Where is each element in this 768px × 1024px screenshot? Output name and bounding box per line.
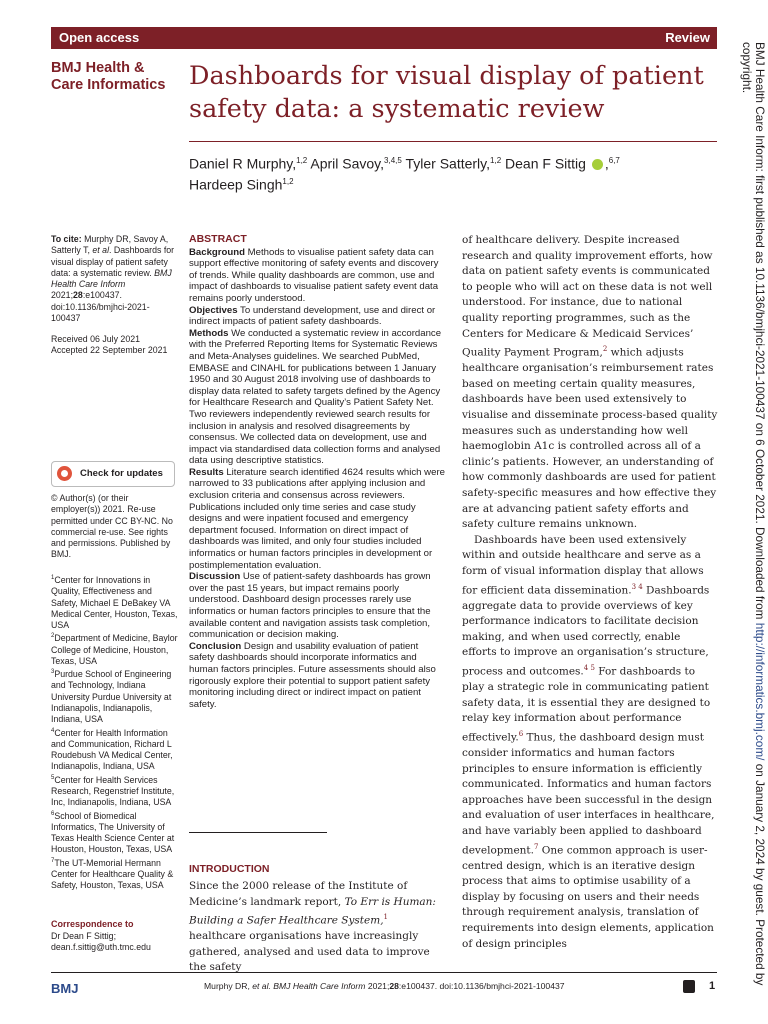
footer-volume: 28 xyxy=(389,981,399,991)
affiliation-item xyxy=(51,573,178,631)
journal-name-line2: Care Informatics xyxy=(51,77,166,93)
footer-text: 2021; xyxy=(365,981,390,991)
author-affiliation: 1,2 xyxy=(490,156,502,165)
page-number: 1 xyxy=(709,980,716,992)
body-text: of healthcare delivery. Despite increased research and quality improvement efforts, how data on patient safety events is communicated to people who will act on these data is not well understood. For instance, due to national quality reporting programmes, such as the Centers for Medicare & Medicaid Services’ Quality Payment Program, xyxy=(462,234,713,359)
author-name: Dean F Sittig xyxy=(501,155,586,172)
affiliation-item xyxy=(51,773,178,809)
correspondence-block xyxy=(51,931,178,954)
citation-block xyxy=(51,234,178,324)
affiliation-item xyxy=(51,809,178,856)
affiliation-item xyxy=(51,856,178,892)
open-access-icon xyxy=(683,980,695,993)
affiliation-text: Center for Health Services Research, Regenstrief Institute, Inc, Indianapolis, Indiana, USA xyxy=(51,774,175,808)
abstract-objectives xyxy=(189,305,446,328)
bmj-logo: BMJ xyxy=(51,981,79,996)
affiliation-number: 7 xyxy=(51,857,55,864)
abstract-label: Methods xyxy=(189,327,229,339)
footer-citation xyxy=(204,981,565,991)
body-text: healthcare organisations have increasingly gathered, analysed and used data to improve the safety xyxy=(189,930,430,974)
body-column-right xyxy=(462,233,718,952)
author-name: April Savoy, xyxy=(307,155,385,172)
author-name: Hardeep Singh xyxy=(189,176,283,193)
affiliation-text: Center for Innovations in Quality, Effectiveness and Safety, Michael E DeBakey VA Medical Center, Houston, Texas, USA xyxy=(51,574,178,631)
body-text: Dashboards have been used extensively within and outside healthcare and serve as a form of visual information display that allows for efficient data dissemination. xyxy=(462,533,704,597)
cite-text: . Dashboards for visual display of patient safety data: a systematic review. xyxy=(51,245,175,278)
abstract-text: Design and usability evaluation of patient safety dashboards should incorporate informatics and human factors principles. Future assessments should also rigorously explore their potential to support patient safety monitoring including direct or indirect impact on patient safety. xyxy=(189,640,436,710)
correspondence-email[interactable]: dean.f.sittig@uth.tmc.edu xyxy=(51,942,151,953)
abstract-label: Discussion xyxy=(189,571,241,583)
journal-link[interactable]: http://informatics.bmj.com/ xyxy=(753,622,767,761)
download-notice xyxy=(740,42,766,1022)
abstract-conclusion xyxy=(189,641,446,711)
body-text: For dashboards to play a strategic role in communicating patient safety data, it is essential they are designed to relay key information about performance effectively. xyxy=(462,665,711,744)
cite-label: To cite: xyxy=(51,234,82,244)
body-text: One common approach is user-centred design, which is an iterative design process that aims to optimise usability of a display by focusing on users and their needs through requirement analysis, translation of requirements into design elements, application of design principles xyxy=(462,844,714,950)
abstract-results xyxy=(189,467,446,571)
check-updates-label: Check for updates xyxy=(80,468,163,479)
cite-text: Murphy DR, Savoy A, Satterly T, xyxy=(51,234,169,256)
body-paragraph xyxy=(462,233,718,533)
affiliation-item xyxy=(51,667,178,725)
affiliation-item xyxy=(51,726,178,773)
copyright-notice: © Author(s) (or their employer(s)) 2021. Re-use permitted under CC BY-NC. No commercial re-use. See rights and permissions. Published by BMJ. xyxy=(51,493,173,560)
check-updates-icon xyxy=(57,466,72,481)
affiliation-text: The UT-Memorial Hermann Center for Healthcare Quality & Safety, Houston, Texas, USA xyxy=(51,857,174,891)
abstract-heading: ABSTRACT xyxy=(189,233,247,245)
cite-volume: 28 xyxy=(73,290,83,301)
affiliation-text: Center for Health Information and Communication, Richard L Roudebush VA Medical Center, Indianapolis, Indiana, USA xyxy=(51,727,173,772)
reference-link[interactable]: 6 xyxy=(518,729,524,738)
author-list: Daniel R Murphy,$^{1,2}$ April Savoy,$^{3,4,5}$ Tyler Satterly,$^{1,2}$ Dean F Sittig ,$^{6,7}$ Hardeep Singh$^{1,2}$ xyxy=(189,155,620,193)
report-title: To Err is Human: Building a Safer Healthcare System, xyxy=(189,895,436,927)
introduction-heading: INTRODUCTION xyxy=(189,863,270,875)
received-date: Received 06 July 2021 xyxy=(51,334,141,344)
orcid-icon[interactable] xyxy=(592,159,603,170)
abstract-methods xyxy=(189,328,446,467)
author-affiliation: 1,2 xyxy=(296,156,308,165)
body-text: Thus, the dashboard design must consider informatics and human factors principles to ensure information is efficiently communicated. Informatics and human factors approaches have been successful in the design and evaluation of user interfaces in healthcare, and have variably been applied to dashboard development. xyxy=(462,731,715,857)
affiliation-number: 5 xyxy=(51,774,55,781)
cite-doi: :e100437. doi:10.1136/bmjhci-2021-100437 xyxy=(51,290,150,324)
affiliation-number: 2 xyxy=(51,633,55,640)
reference-link[interactable]: 4 5 xyxy=(583,664,595,673)
affiliation-text: Purdue School of Engineering and Technology, Indiana University Purdue University at Indianapolis, Indianapolis, Indiana, USA xyxy=(51,669,172,725)
affiliation-number: 3 xyxy=(51,669,55,676)
footer-journal: et al. BMJ Health Care Inform xyxy=(252,981,366,991)
journal-name xyxy=(51,60,165,94)
affiliation-item xyxy=(51,631,178,667)
check-for-updates-button[interactable] xyxy=(51,461,175,487)
notice-text: on January 2, 2024 by guest. Protected by copyright. xyxy=(740,42,767,986)
affiliation-text: School of Biomedical Informatics, The University of Texas Health Science Center at Houston, Houston, Texas, USA xyxy=(51,810,175,855)
footer-doi: :e100437. doi:10.1136/bmjhci-2021-100437 xyxy=(398,981,565,991)
notice-text: BMJ Health Care Inform: first published as 10.1136/bmjhci-2021-100437 on 6 October 2021. Downloaded from xyxy=(753,42,767,623)
reference-link[interactable]: 3 4 xyxy=(631,582,643,591)
cite-etal: et al xyxy=(92,245,110,256)
accepted-date: Accepted 22 September 2021 xyxy=(51,345,168,356)
abstract xyxy=(189,234,446,710)
abstract-label: Objectives xyxy=(189,304,238,316)
reference-link[interactable]: 7 xyxy=(533,842,539,851)
abstract-label: Background xyxy=(189,246,245,258)
article-title: Dashboards for visual display of patient safety data: a systematic review xyxy=(189,61,704,124)
correspondence-heading: Correspondence to xyxy=(51,919,134,929)
footer-text: Murphy DR, xyxy=(204,981,253,991)
correspondence-name: Dr Dean F Sittig; xyxy=(51,931,117,941)
author-affiliation: 6,7 xyxy=(608,156,620,165)
abstract-text: Use of patient-safety dashboards has grown over the past 15 years, but impact remains poorly understood. Dashboard design processes rarely use informatics or human factors principles to ensure that the available content and navigation assists task completion, communication or decision making. xyxy=(189,571,431,641)
abstract-label: Results xyxy=(189,466,224,478)
body-text: Dashboards aggregate data to provide overviews of key performance indicators to facilitate decision making, and when used correctly, enable efforts to improve an organisation’s structure, process and outcomes. xyxy=(462,584,710,678)
abstract-text: Literature search identified 4624 results which were narrowed to 33 publications after applying inclusion and exclusion criteria and consensus across reviewers. Publications included only time series and case study designs and were inpatient focused and emergency department focused. Information on direct impact of dashboards was limited, and only four studies included informatics or human factors principles in development or postimplementation evaluation. xyxy=(189,466,445,571)
body-text: which adjusts healthcare organisation’s reimbursement rates based on meeting certain quality measures, dashboards have been used extensively to visualise and disseminate process-based quality measures such as understanding how well haemoglobin A1c is controlled across all of a clinic’s patients. However, an understanding of how commonly dashboards are used for patient safety-specific measures and how effective they are at advancing patient safety efforts and safety culture remains unknown. xyxy=(462,346,718,531)
journal-name-line1: BMJ Health & xyxy=(51,60,145,76)
abstract-text: We conducted a systematic review in accordance with the Preferred Reporting Items for Systematic Reviews and Meta-Analyses guidelines. We searched PubMed, EMBASE and CINAHL for publications between 1 January 1950 and 30 August 2018 involving use of dashboards to display data related to safety targets defined by the Agency for Healthcare Research and Quality’s Patient Safety Net. Two reviewers independently reviewed search results for inclusion in analysis and resolved disagreements by consensus. We collected data on development, use and impact via standardised data collection forms and analysed data using descriptive statistics. xyxy=(189,327,442,467)
reference-link[interactable]: 1 xyxy=(383,913,388,922)
author-name: Daniel R Murphy, xyxy=(189,155,297,172)
affiliation-text: Department of Medicine, Baylor College of Medicine, Houston, Texas, USA xyxy=(51,633,178,666)
dates-block xyxy=(51,334,178,357)
section-label: Review xyxy=(665,30,710,45)
affiliation-number: 1 xyxy=(51,575,55,581)
abstract-text: Methods to visualise patient safety data can support effective monitoring of safety events and discovery of trends. While quality dashboards are common, use and impact of dashboards to visualise patient safety event data remains poorly understood. xyxy=(189,246,439,304)
body-paragraph xyxy=(462,533,718,952)
author-affiliation: 3,4,5 xyxy=(384,156,402,165)
title-divider xyxy=(189,141,717,142)
abstract-divider xyxy=(189,832,327,833)
cite-text: 2021; xyxy=(51,290,74,301)
body-text: Since the 2000 release of the Institute of Medicine’s landmark report, xyxy=(189,880,408,908)
cite-journal: BMJ Health Care Inform xyxy=(51,267,172,290)
abstract-label: Conclusion xyxy=(189,640,242,652)
author-affiliation: 1,2 xyxy=(282,176,294,186)
top-banner xyxy=(51,27,717,49)
abstract-discussion xyxy=(189,571,446,641)
open-access-label: Open access xyxy=(59,30,140,45)
introduction-paragraph xyxy=(189,879,446,976)
reference-link[interactable]: 2 xyxy=(602,345,608,354)
footer-divider xyxy=(51,972,717,973)
affiliation-number: 6 xyxy=(51,810,55,817)
abstract-background xyxy=(189,247,446,305)
author-name: Tyler Satterly, xyxy=(401,155,491,172)
abstract-text: To understand development, use and direct or indirect impacts of patient safety dashboards. xyxy=(189,304,436,328)
affiliations-list xyxy=(51,573,178,891)
affiliation-number: 4 xyxy=(51,727,55,734)
